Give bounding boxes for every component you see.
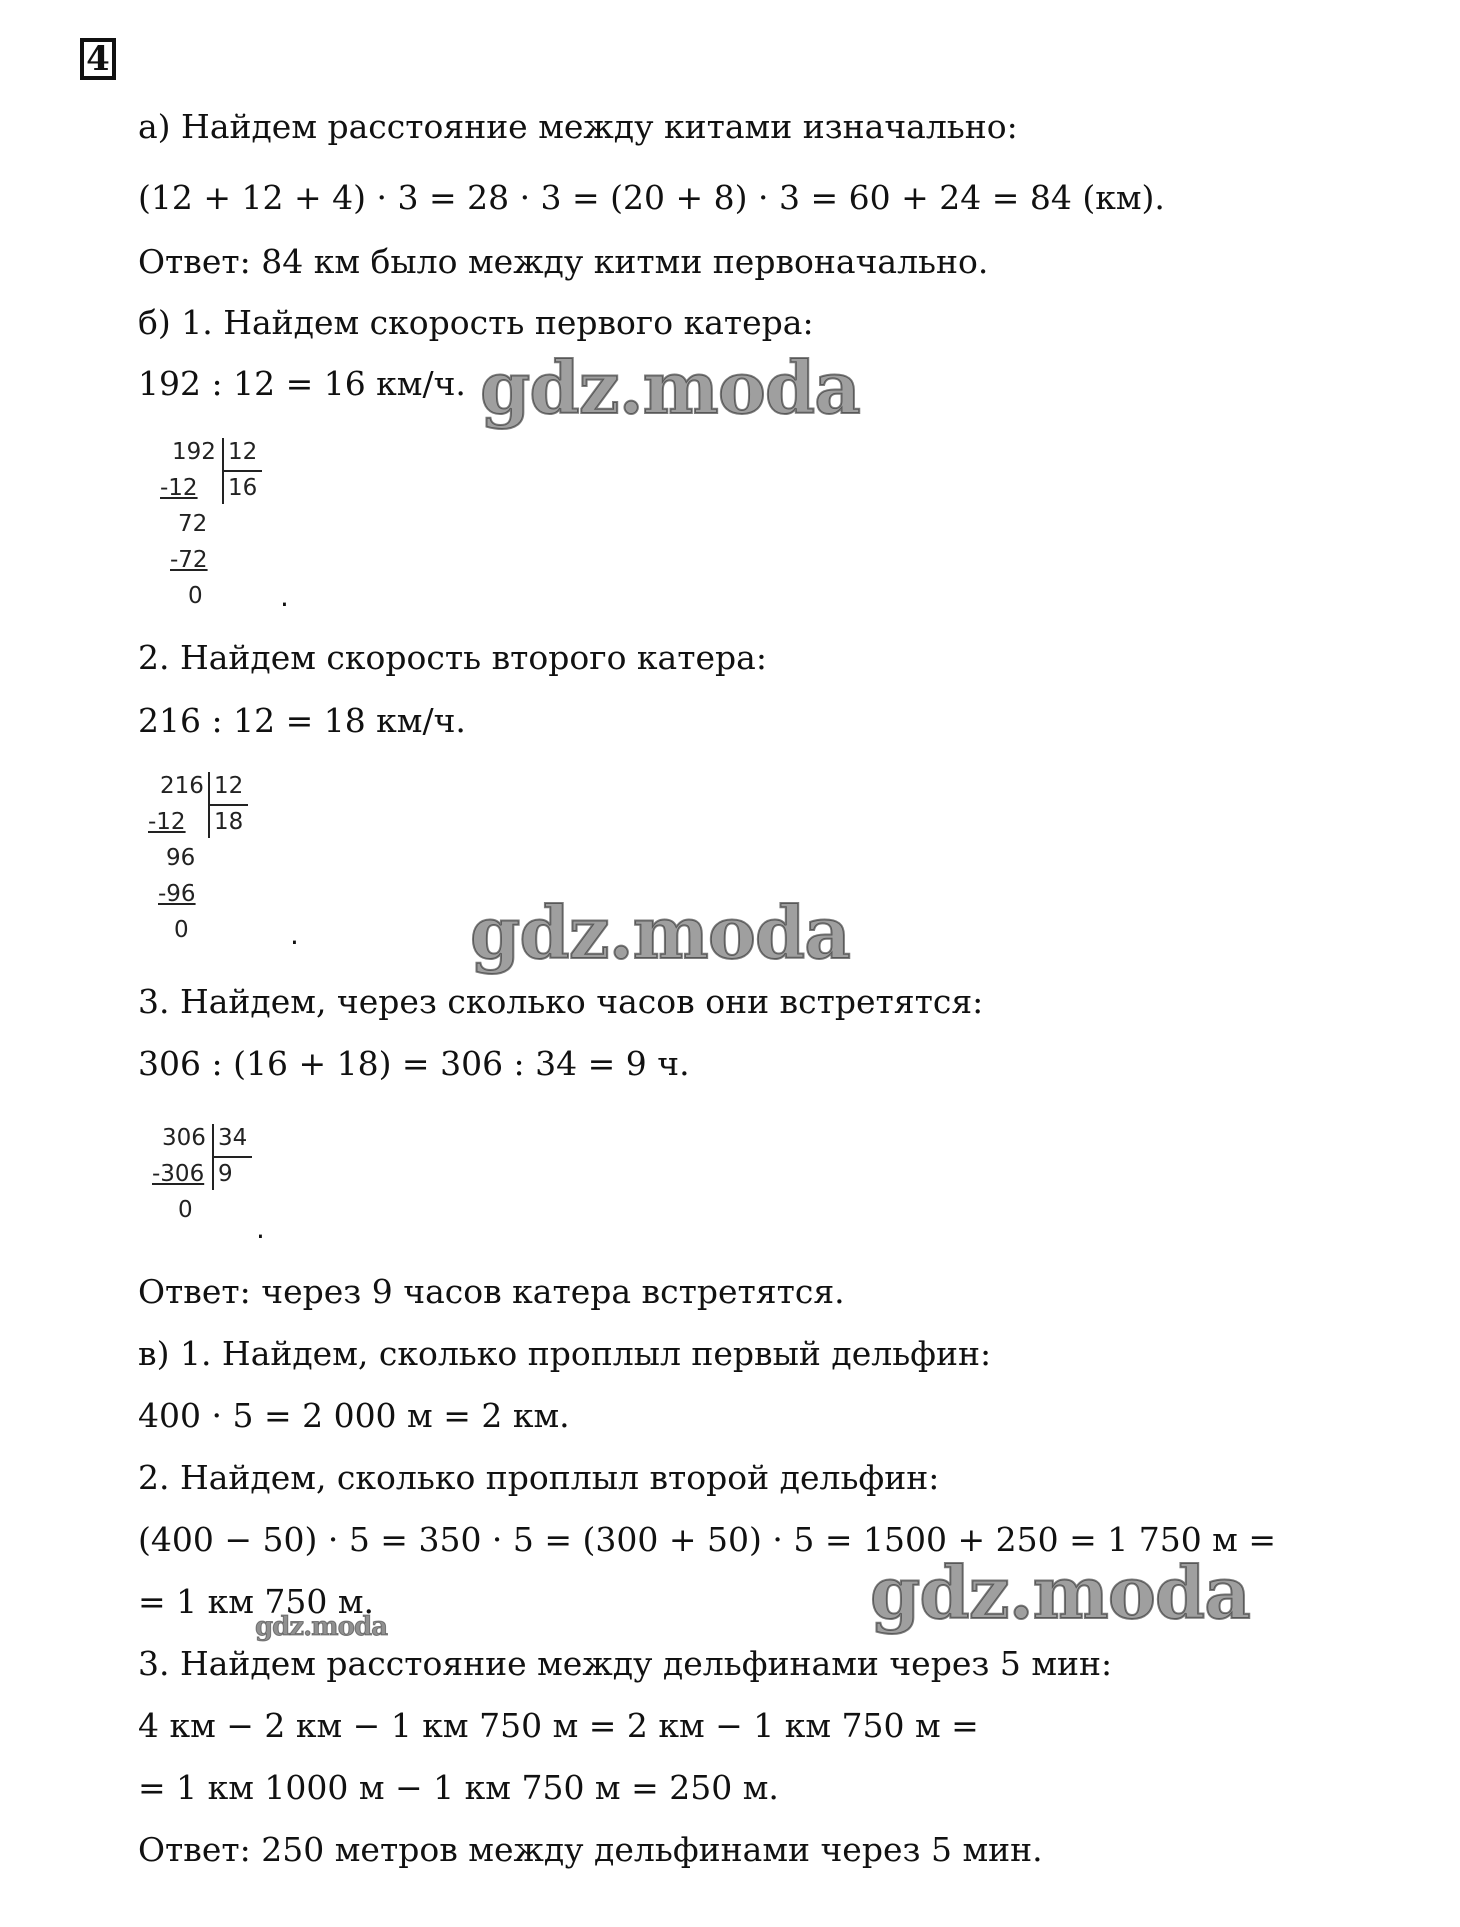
subtract-step-2: -72 [170,547,208,573]
part-c3-header: 3. Найдем расстояние между дельфинами через 5 мин: [138,1644,1113,1683]
part-c3-calculation-cont: = 1 км 1000 м − 1 км 750 м = 250 м. [138,1768,779,1807]
divisor: 34 [218,1125,248,1151]
remainder-step-1: 96 [166,845,196,871]
part-b2-header: 2. Найдем скорость второго катера: [138,638,767,677]
dividend: 192 [172,439,216,465]
divisor: 12 [214,773,244,799]
part-c1-calculation: 400 · 5 = 2 000 м = 2 км. [138,1396,570,1435]
division-3-dot: . [256,1212,265,1245]
part-a-answer: Ответ: 84 км было между китми первоначально. [138,242,989,281]
watermark-1: gdz.moda [480,345,860,430]
dividend: 216 [160,773,204,799]
division-2-dot: . [290,918,299,951]
part-b1-calculation: 192 : 12 = 16 км/ч. [138,364,466,403]
subtract-step-1: -12 [148,809,186,835]
subtract-step-2: -96 [158,881,196,907]
watermark-small: gdz.moda [255,1612,388,1642]
part-c-answer: Ответ: 250 метров между дельфинами через 5 мин. [138,1830,1043,1869]
part-a-calculation: (12 + 12 + 4) · 3 = 28 · 3 = (20 + 8) · 3 = 60 + 24 = 84 (км). [138,178,1165,217]
part-c2-header: 2. Найдем, сколько проплыл второй дельфин: [138,1458,940,1497]
part-c1-header: в) 1. Найдем, сколько проплыл первый дельфин: [138,1334,992,1373]
subtract-step-1: -306 [152,1161,205,1187]
part-c3-calculation: 4 км − 2 км − 1 км 750 м = 2 км − 1 км 750 м = [138,1706,979,1745]
final-remainder: 0 [178,1197,193,1223]
part-b3-calculation: 306 : (16 + 18) = 306 : 34 = 9 ч. [138,1044,690,1083]
part-c2-calculation: (400 − 50) · 5 = 350 · 5 = (300 + 50) · 5 = 1500 + 250 = 1 750 м = [138,1520,1276,1559]
remainder-step-1: 72 [178,511,208,537]
quotient: 16 [228,475,258,501]
divisor: 12 [228,439,258,465]
dividend: 306 [162,1125,206,1151]
final-remainder: 0 [174,917,189,943]
division-1-dot: . [280,580,289,613]
part-c2-calculation-cont: = 1 км 750 м. [138,1582,375,1621]
part-a-header: а) Найдем расстояние между китами изначально: [138,107,1018,146]
quotient: 9 [218,1161,233,1187]
task-number-box: 4 [80,38,116,80]
watermark-3: gdz.moda [870,1550,1250,1635]
part-b1-header: б) 1. Найдем скорость первого катера: [138,303,814,342]
part-b-answer: Ответ: через 9 часов катера встретятся. [138,1272,845,1311]
subtract-step-1: -12 [160,475,198,501]
part-b3-header: 3. Найдем, через сколько часов они встретятся: [138,982,984,1021]
long-division-216-by-12 [148,768,268,948]
part-b2-calculation: 216 : 12 = 18 км/ч. [138,701,466,740]
long-division-192-by-12 [160,434,280,614]
final-remainder: 0 [188,583,203,609]
watermark-2: gdz.moda [470,890,850,975]
long-division-306-by-34 [152,1120,272,1240]
quotient: 18 [214,809,244,835]
